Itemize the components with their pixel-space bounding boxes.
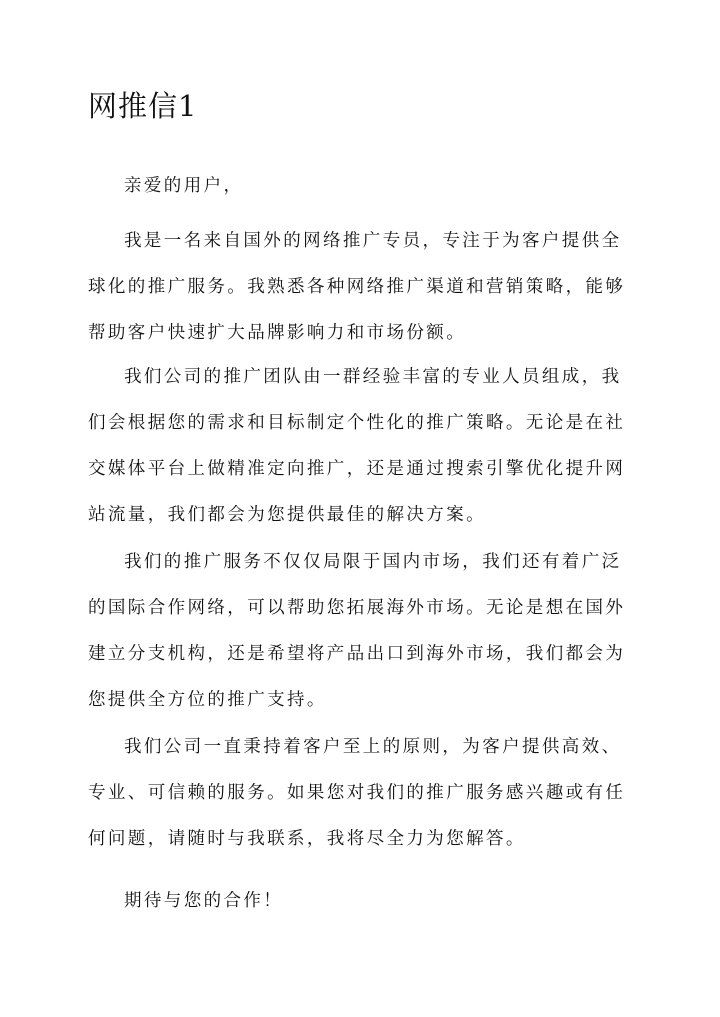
paragraph-4: 我们公司一直秉持着客户至上的原则，为客户提供高效、专业、可信赖的服务。如果您对我们的推广服务感兴趣或有任何问题，请随时与我联系，我将尽全力为您解答。: [88, 737, 626, 849]
closing-line: 期待与您的合作！: [124, 891, 284, 911]
paragraph-2: 我们公司的推广团队由一群经验丰富的专业人员组成，我们会根据您的需求和目标制定个性化的推广策略。无论是在社交媒体平台上做精准定向推广，还是通过搜索引擎优化提升网站流量，我们都会为您提供最佳的解决方案。: [88, 367, 626, 525]
greeting-line: 亲爱的用户，: [124, 176, 244, 196]
document-title: 网推信1: [88, 89, 198, 123]
paragraph-1: 我是一名来自国外的网络推广专员，专注于为客户提供全球化的推广服务。我熟悉各种网络推广渠道和营销策略，能够帮助客户快速扩大品牌影响力和市场份额。: [88, 231, 626, 343]
paragraph-3: 我们的推广服务不仅仅局限于国内市场，我们还有着广泛的国际合作网络，可以帮助您拓展海外市场。无论是想在国外建立分支机构，还是希望将产品出口到海外市场，我们都会为您提供全方位的推广支持。: [88, 552, 626, 710]
